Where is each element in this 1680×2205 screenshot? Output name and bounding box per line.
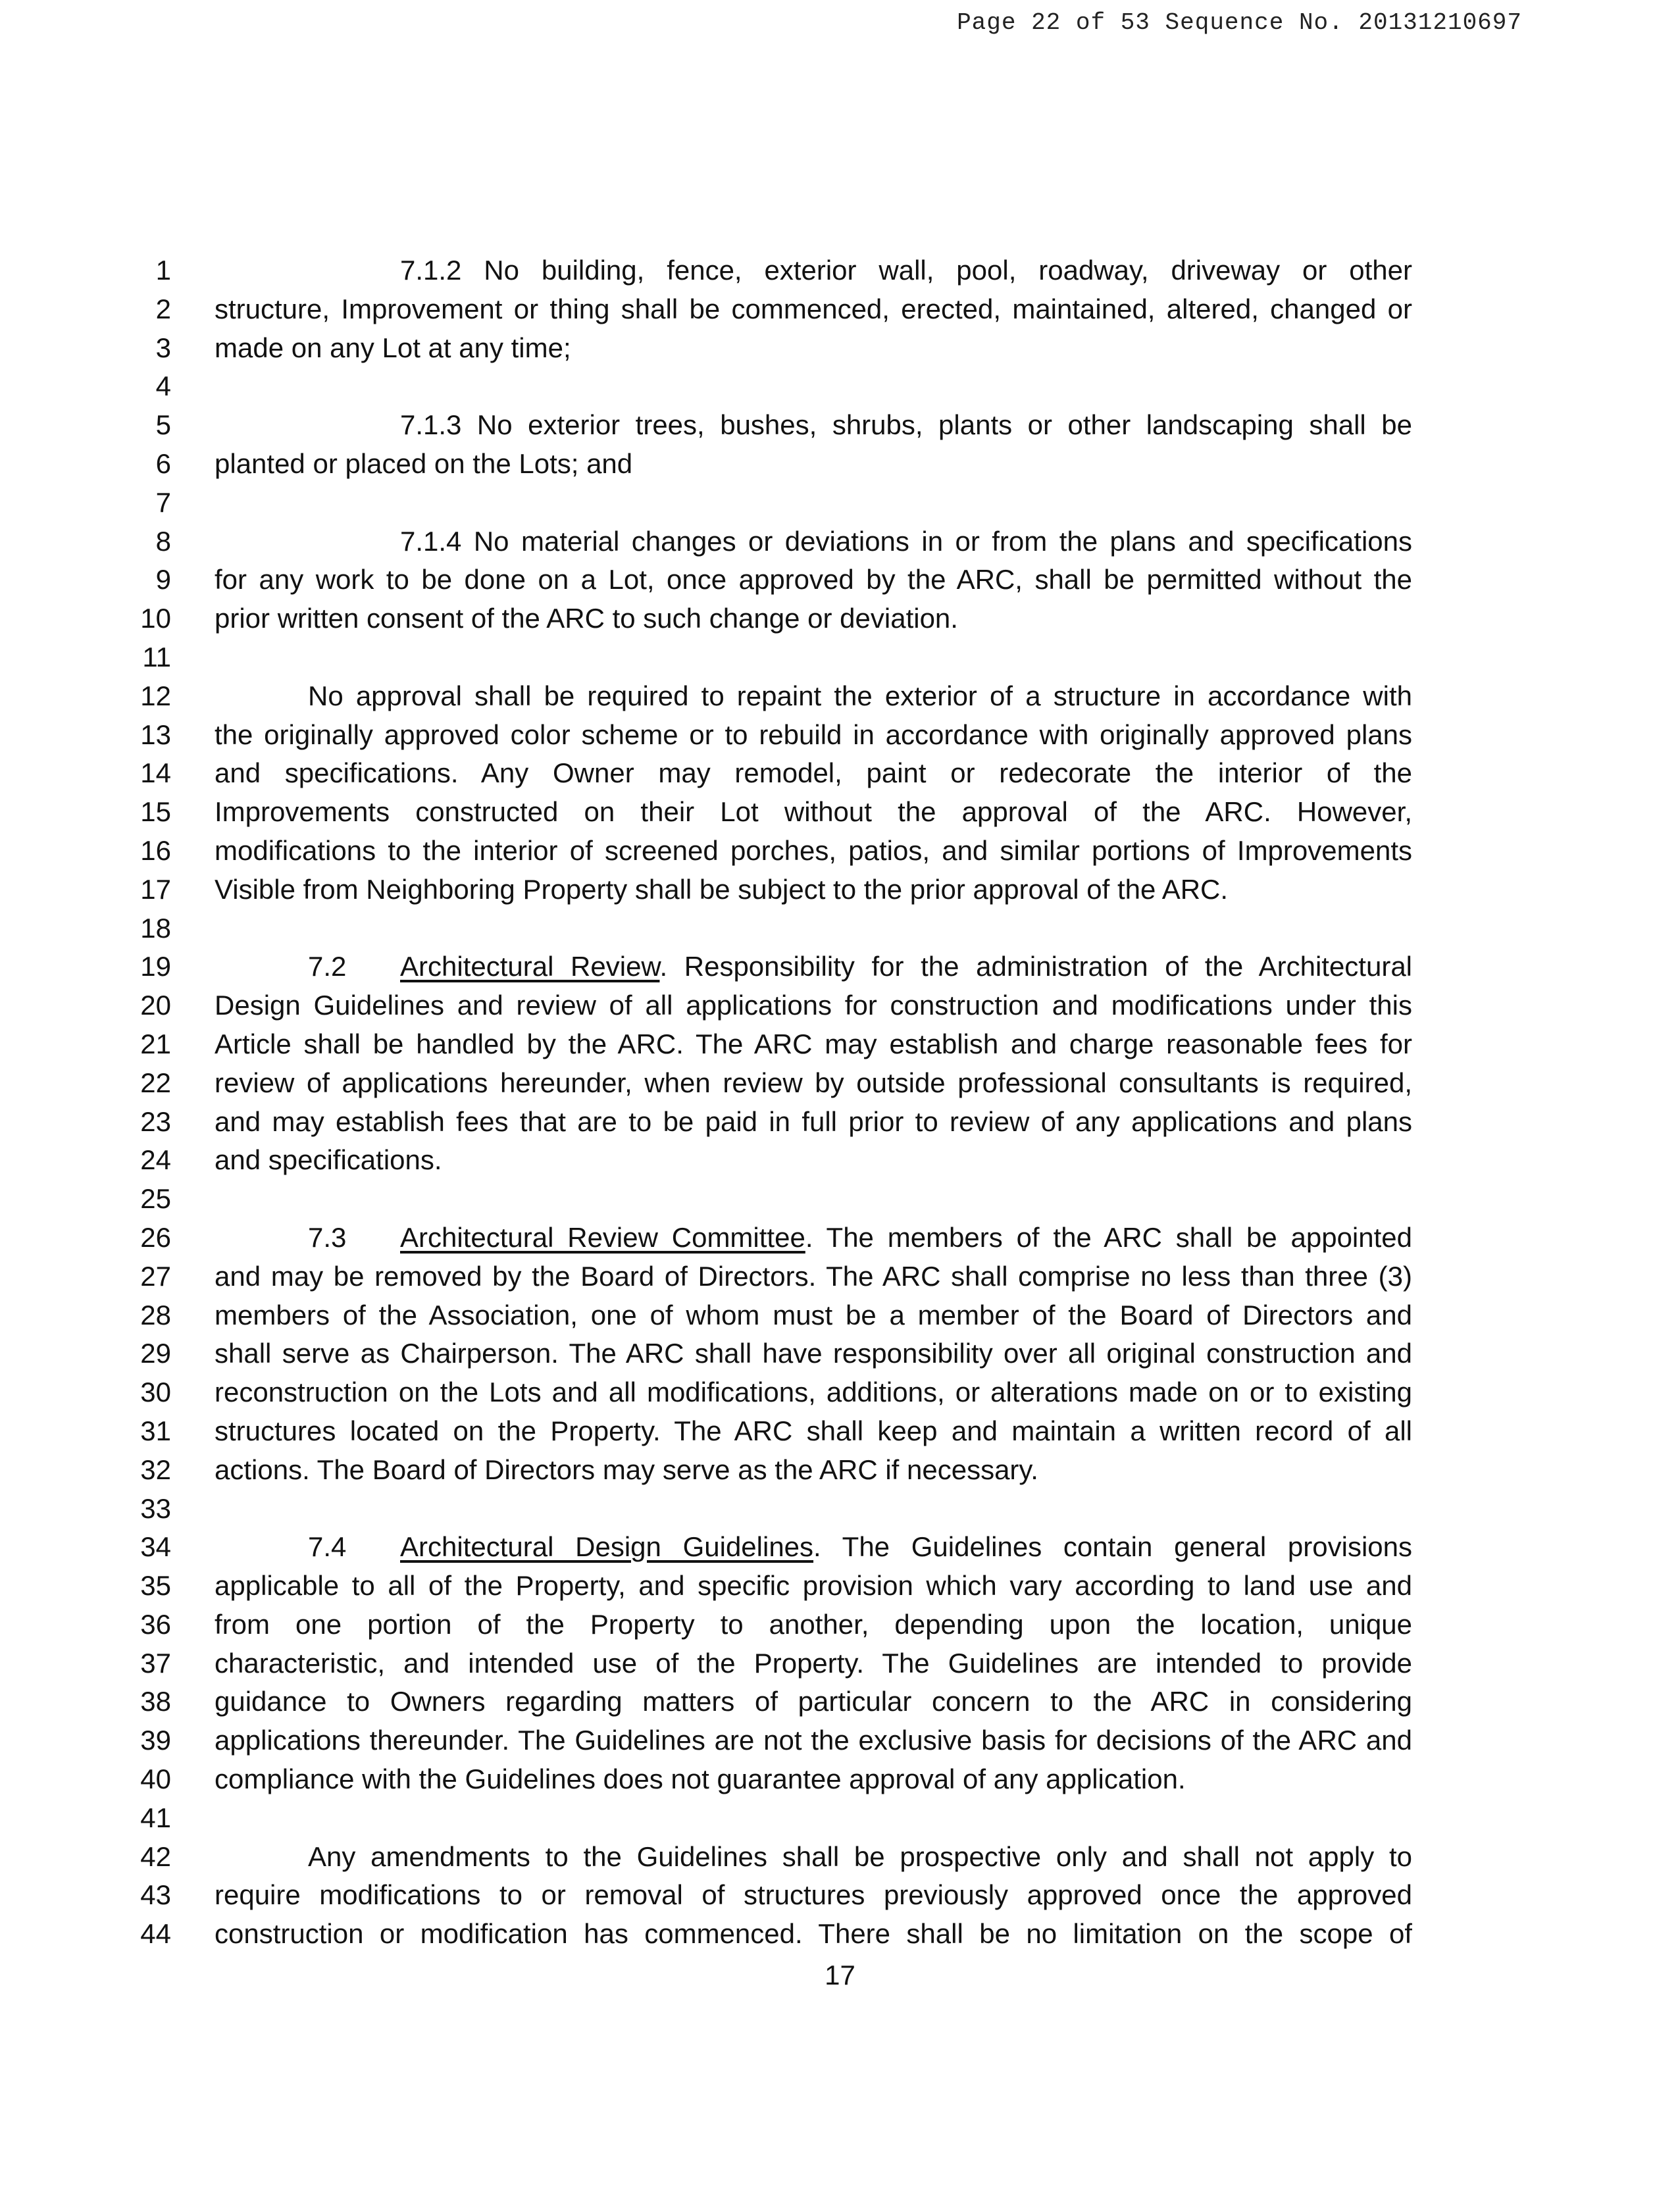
numbered-line — [0, 1760, 1680, 1799]
line-text: Visible from Neighboring Property shall be subject to the prior approval of the ARC. — [215, 873, 1229, 905]
line-text: for any work to be done on a Lot, once approved by the ARC, shall be permitted without the — [215, 564, 1412, 596]
line-number: 16 — [140, 834, 171, 866]
numbered-line — [0, 1606, 1680, 1644]
line-number: 2 — [155, 293, 171, 324]
line-text: review of applications hereunder, when review by outside professional consultants is required, — [215, 1067, 1412, 1098]
line-text — [308, 1219, 1412, 1257]
line-text: planted or placed on the Lots; and — [215, 447, 633, 479]
line-number: 24 — [140, 1144, 171, 1176]
line-text: structures located on the Property. The ARC shall keep and maintain a written record of all — [215, 1415, 1412, 1446]
line-number: 14 — [140, 757, 171, 789]
line-text: and specifications. Any Owner may remodel, paint or redecorate the interior of the — [215, 757, 1412, 789]
section-number: 7.2 — [308, 951, 347, 982]
line-number: 5 — [155, 409, 171, 441]
line-text: No approval shall be required to repaint the exterior of a structure in accordance with — [308, 680, 1412, 711]
numbered-line — [0, 1915, 1680, 1954]
line-number: 27 — [140, 1260, 171, 1292]
numbered-line — [0, 909, 1680, 948]
numbered-line — [0, 1141, 1680, 1180]
section-text: . Responsibility for the administration of the Architectural — [659, 951, 1412, 982]
line-number: 36 — [140, 1608, 171, 1640]
numbered-line — [0, 1296, 1680, 1335]
line-text: 7.1.2 No building, fence, exterior wall, pool, roadway, driveway or other — [400, 255, 1412, 286]
line-text: and specifications. — [215, 1144, 442, 1176]
line-number: 19 — [140, 951, 171, 982]
numbered-line — [0, 484, 1680, 522]
numbered-line — [0, 367, 1680, 406]
section-heading: Architectural Review — [400, 951, 660, 982]
numbered-line — [0, 599, 1680, 638]
line-number: 39 — [140, 1725, 171, 1756]
section-number: 7.4 — [308, 1531, 347, 1563]
line-number: 1 — [155, 255, 171, 286]
numbered-line — [0, 561, 1680, 599]
line-text: characteristic, and intended use of the Property. The Guidelines are intended to provide — [215, 1647, 1412, 1679]
numbered-line — [0, 1838, 1680, 1877]
line-number: 37 — [140, 1647, 171, 1679]
line-number: 8 — [155, 525, 171, 557]
numbered-line — [0, 1334, 1680, 1373]
numbered-line — [0, 1644, 1680, 1683]
numbered-line — [0, 986, 1680, 1025]
line-number: 21 — [140, 1028, 171, 1059]
line-number: 34 — [140, 1531, 171, 1563]
line-number: 33 — [140, 1492, 171, 1524]
line-text: construction or modification has commenced. There shall be no limitation on the scope of — [215, 1918, 1412, 1950]
numbered-line — [0, 1451, 1680, 1490]
page-number: 17 — [825, 1960, 855, 1990]
numbered-line — [0, 522, 1680, 561]
line-number: 15 — [140, 796, 171, 828]
line-text — [308, 948, 1412, 986]
line-number: 29 — [140, 1338, 171, 1369]
numbered-line — [0, 754, 1680, 793]
line-text: applicable to all of the Property, and specific provision which vary according to land use and — [215, 1570, 1412, 1602]
numbered-line — [0, 1064, 1680, 1103]
line-text: the originally approved color scheme or to rebuild in accordance with originally approved plans — [215, 719, 1412, 750]
line-number: 42 — [140, 1840, 171, 1872]
numbered-line — [0, 1219, 1680, 1257]
line-text: reconstruction on the Lots and all modifications, additions, or alterations made on or to existing — [215, 1377, 1412, 1408]
line-number: 44 — [140, 1918, 171, 1950]
numbered-line — [0, 948, 1680, 986]
line-number: 18 — [140, 912, 171, 944]
line-number: 41 — [140, 1802, 171, 1833]
section-heading: Architectural Review Committee — [400, 1221, 805, 1253]
line-text: Any amendments to the Guidelines shall be prospective only and shall not apply to — [308, 1840, 1412, 1872]
line-text: Improvements constructed on their Lot without the approval of the ARC. However, — [215, 796, 1412, 828]
line-number: 28 — [140, 1299, 171, 1331]
numbered-line — [0, 1567, 1680, 1606]
section-number: 7.3 — [308, 1221, 347, 1253]
numbered-line — [0, 677, 1680, 716]
numbered-line — [0, 251, 1680, 290]
line-number: 3 — [155, 332, 171, 363]
line-number: 7 — [155, 486, 171, 518]
line-text: and may be removed by the Board of Directors. The ARC shall comprise no less than three (3) — [215, 1260, 1412, 1292]
numbered-line — [0, 329, 1680, 368]
line-text: actions. The Board of Directors may serve as the ARC if necessary. — [215, 1454, 1038, 1485]
line-text: prior written consent of the ARC to such change or deviation. — [215, 603, 958, 634]
line-number: 20 — [140, 990, 171, 1021]
numbered-line — [0, 1876, 1680, 1915]
line-number: 26 — [140, 1221, 171, 1253]
numbered-line — [0, 832, 1680, 871]
line-text: compliance with the Guidelines does not guarantee approval of any application. — [215, 1763, 1186, 1795]
numbered-line — [0, 290, 1680, 329]
line-number: 43 — [140, 1879, 171, 1911]
section-text: . The members of the ARC shall be appointed — [805, 1221, 1412, 1253]
line-text: applications thereunder. The Guidelines are not the exclusive basis for decisions of the ARC and — [215, 1725, 1412, 1756]
line-text: and may establish fees that are to be paid in full prior to review of any applications and plans — [215, 1105, 1412, 1137]
line-number: 35 — [140, 1570, 171, 1602]
numbered-line — [0, 1412, 1680, 1451]
line-text: shall serve as Chairperson. The ARC shall have responsibility over all original construction and — [215, 1338, 1412, 1369]
line-number: 12 — [140, 680, 171, 711]
line-number: 10 — [140, 603, 171, 634]
line-number: 40 — [140, 1763, 171, 1795]
line-number: 31 — [140, 1415, 171, 1446]
line-number: 23 — [140, 1105, 171, 1137]
numbered-line — [0, 1103, 1680, 1142]
line-number: 25 — [140, 1183, 171, 1215]
line-number: 30 — [140, 1377, 171, 1408]
line-text: 7.1.3 No exterior trees, bushes, shrubs, plants or other landscaping shall be — [400, 409, 1412, 441]
line-number: 17 — [140, 873, 171, 905]
line-text: members of the Association, one of whom must be a member of the Board of Directors and — [215, 1299, 1412, 1331]
numbered-line — [0, 1799, 1680, 1838]
line-number: 38 — [140, 1686, 171, 1717]
line-text: Design Guidelines and review of all applications for construction and modifications under this — [215, 990, 1412, 1021]
numbered-line — [0, 1528, 1680, 1567]
line-text: made on any Lot at any time; — [215, 332, 571, 363]
line-number: 6 — [155, 447, 171, 479]
line-text: modifications to the interior of screened porches, patios, and similar portions of Improvements — [215, 834, 1412, 866]
numbered-line — [0, 1490, 1680, 1529]
document-body — [0, 251, 1680, 1954]
numbered-line — [0, 1373, 1680, 1412]
numbered-line — [0, 406, 1680, 445]
line-text: 7.1.4 No material changes or deviations in or from the plans and specifications — [400, 525, 1412, 557]
line-number: 13 — [140, 719, 171, 750]
page-header-sequence: Page 22 of 53 Sequence No. 20131210697 — [957, 9, 1522, 36]
line-number: 11 — [142, 641, 171, 672]
numbered-line — [0, 793, 1680, 832]
line-text: require modifications to or removal of structures previously approved once the approved — [215, 1879, 1412, 1911]
line-number: 4 — [155, 370, 171, 402]
section-heading: Architectural Design Guidelines — [400, 1531, 814, 1563]
numbered-line — [0, 1180, 1680, 1219]
numbered-line — [0, 1025, 1680, 1064]
line-number: 22 — [140, 1067, 171, 1098]
numbered-line — [0, 1721, 1680, 1760]
numbered-line — [0, 716, 1680, 755]
numbered-line — [0, 1683, 1680, 1721]
numbered-line — [0, 871, 1680, 909]
numbered-line — [0, 1257, 1680, 1296]
numbered-line — [0, 638, 1680, 677]
line-text: guidance to Owners regarding matters of particular concern to the ARC in considering — [215, 1686, 1412, 1717]
line-text — [308, 1528, 1412, 1567]
line-number: 32 — [140, 1454, 171, 1485]
section-text: . The Guidelines contain general provisions — [813, 1531, 1412, 1563]
numbered-line — [0, 445, 1680, 484]
line-text: Article shall be handled by the ARC. The ARC may establish and charge reasonable fees for — [215, 1028, 1412, 1059]
line-text: structure, Improvement or thing shall be commenced, erected, maintained, altered, changed or — [215, 293, 1412, 324]
line-number: 9 — [155, 564, 171, 596]
line-text: from one portion of the Property to another, depending upon the location, unique — [215, 1608, 1412, 1640]
